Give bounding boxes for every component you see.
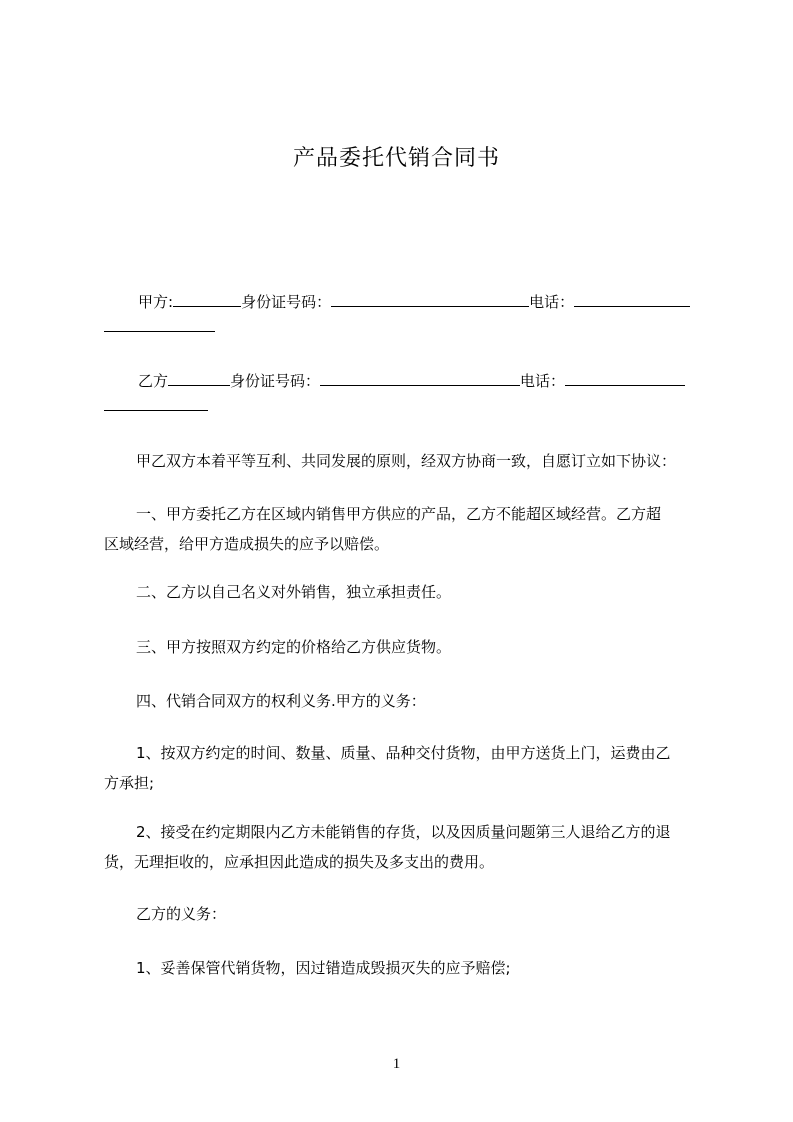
clause-2 [104,577,704,607]
clause-1 [104,499,704,559]
party-b-label: 乙方 [138,372,169,390]
party-b-id-blank [320,370,520,386]
party-a-phone-label: 电话： [529,293,575,311]
clause-3 [104,632,704,662]
party-b-phone-blank [565,370,685,386]
party-a-label: 甲方: [138,293,174,311]
party-a-phone-blank [574,291,690,307]
clause-2-text: 二、乙方以自己名义对外销售，独立承担责任。 [136,583,452,601]
page-number: 1 [392,1056,401,1072]
party-a-name-blank [173,291,241,307]
party-a-duty-2 [104,817,704,877]
clause-3-text: 三、甲方按照双方约定的价格给乙方供应货物。 [136,638,452,656]
document-title: 产品委托代销合同书 [292,146,500,171]
party-b-duty-1 [104,953,704,983]
party-b-duty-1-text: 1、妥善保管代销货物，因过错造成毁损灭失的应予赔偿; [136,959,511,977]
clause-4-text: 四、代销合同双方的权利义务.甲方的义务： [136,692,426,710]
party-b-duties-heading [104,899,704,929]
clause-1-line-2: 区域经营，给甲方造成损失的应予以赔偿。 [104,535,390,553]
party-a-duty-1-line-2: 方承担; [104,774,155,792]
party-a-phone-blank-cont [104,316,215,332]
clause-4 [104,686,704,716]
party-a-line [104,291,704,313]
party-b-phone-blank-cont [104,395,208,411]
party-b-name-blank [168,370,230,386]
party-b-line [104,370,704,392]
party-a-duty-2-line-2: 货，无理拒收的，应承担因此造成的损失及多支出的费用。 [104,853,495,871]
party-a-id-label: 身份证号码： [241,293,332,311]
party-a-duty-1 [104,738,704,798]
intro-text: 甲乙双方本着平等互利、共同发展的原则，经双方协商一致，自愿订立如下协议： [136,452,677,470]
party-b-duties-heading-text: 乙方的义务： [136,905,227,923]
party-a-id-blank [331,291,529,307]
party-b-phone-label: 电话： [520,372,566,390]
intro-paragraph [104,446,704,476]
clause-1-line-1: 一、甲方委托乙方在区域内销售甲方供应的产品，乙方不能超区域经营。乙方超 [136,505,662,523]
party-b-id-label: 身份证号码： [230,372,321,390]
party-b-continuation [104,395,704,417]
party-a-duty-2-line-1: 2、接受在约定期限内乙方未能销售的存货，以及因质量问题第三人退给乙方的退 [136,823,671,841]
party-a-continuation [104,316,704,338]
party-a-duty-1-line-1: 1、按双方约定的时间、数量、质量、品种交付货物，由甲方送货上门，运费由乙 [136,744,671,762]
